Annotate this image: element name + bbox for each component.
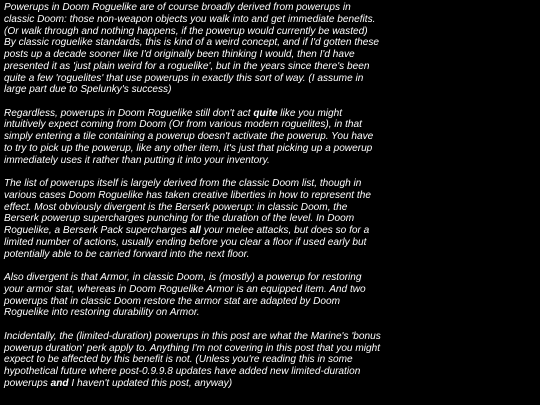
emphasis-text: quite <box>253 107 278 119</box>
emphasis-text: all <box>189 225 201 237</box>
text-line: simply entering a tile containing a powerup doesn't activate the powerup. You have <box>4 131 374 143</box>
text-line: powerup duration' perk apply to. Anything I'm not covering in this post that you might <box>4 342 381 354</box>
text-line: various cases Doom Roguelike has taken creative liberties in how to represent the <box>4 189 371 201</box>
text-line: By classic roguelike standards, this is kind of a weird concept, and if I'd gotten these <box>4 37 380 49</box>
text-line: presented it as 'just plain weird for a roguelike', but in the years since there's been <box>4 60 370 72</box>
text-segment: I haven't updated this post, anyway) <box>68 377 233 389</box>
text-line: classic Doom: those non-weapon objects you walk into and get immediate benefits. <box>4 13 376 25</box>
text-line: expect to be affected by this benefit is not. (Unless you're reading this in some <box>4 354 353 366</box>
paragraph-marine-perk <box>4 331 532 390</box>
text-segment: your melee attacks, but does so for a <box>200 225 370 237</box>
text-line: limited number of actions, usually ending before you clear a floor if used early but <box>4 236 367 248</box>
text-line <box>4 108 532 120</box>
emphasis-text: and <box>50 377 69 389</box>
paragraph-berserk <box>4 178 532 260</box>
text-segment: like you might <box>277 107 342 119</box>
text-line: (Or walk through and nothing happens, if the powerup would currently be wasted) <box>4 25 368 37</box>
paragraph-armor <box>4 272 532 319</box>
text-line: Incidentally, the (limited-duration) powerups in this post are what the Marine's 'bonus <box>4 330 381 342</box>
text-line: large part due to Spelunky's success) <box>4 84 172 96</box>
text-line: to try to pick up the powerup, like any other item, it's just that picking up a powerup <box>4 142 373 154</box>
text-line: The list of powerups itself is largely derived from the classic Doom list, though in <box>4 178 362 190</box>
text-line <box>4 378 532 390</box>
text-line: Powerups in Doom Roguelike are of course broadly derived from powerups in <box>4 2 351 13</box>
text-line: posts up a decade sooner like I'd originally been thinking I would, then I'd have <box>4 49 355 60</box>
text-line: immediately uses it rather than putting it into your inventory. <box>4 154 270 166</box>
text-line: effect. Most obviously divergent is the Berserk powerup: in classic Doom, the <box>4 201 348 213</box>
text-line: potentially able to be carried forward into the next floor. <box>4 248 250 260</box>
text-line: quite a few 'roguelites' that use powerups in exactly this sort of way. (I assume in <box>4 72 364 84</box>
text-segment: powerups <box>4 377 51 389</box>
text-line <box>4 225 532 237</box>
post-body <box>4 2 532 390</box>
text-line: Berserk powerup supercharges punching for the duration of the level. In Doom <box>4 213 355 225</box>
text-line: hypothetical future where post-0.9.9.8 updates have added new limited-duration <box>4 366 361 377</box>
text-line: powerups that in classic Doom restore the armor stat are adapted by Doom <box>4 295 341 307</box>
paragraph-activation <box>4 108 532 167</box>
text-line: Also divergent is that Armor, in classic Doom, is (mostly) a powerup for restoring <box>4 272 362 284</box>
paragraph-intro <box>4 2 532 96</box>
text-segment: Roguelike, a Berserk Pack supercharges <box>4 225 190 237</box>
text-line: Roguelike into restoring durability on Armor. <box>4 307 200 319</box>
text-segment: Regardless, powerups in Doom Roguelike still don't act <box>4 107 254 119</box>
text-line: intuitively expect coming from Doom (Or from various modern roguelites), in that <box>4 119 362 131</box>
text-line: your armor stat, whereas in Doom Roguelike Armor is an equipped item. And two <box>4 283 366 295</box>
